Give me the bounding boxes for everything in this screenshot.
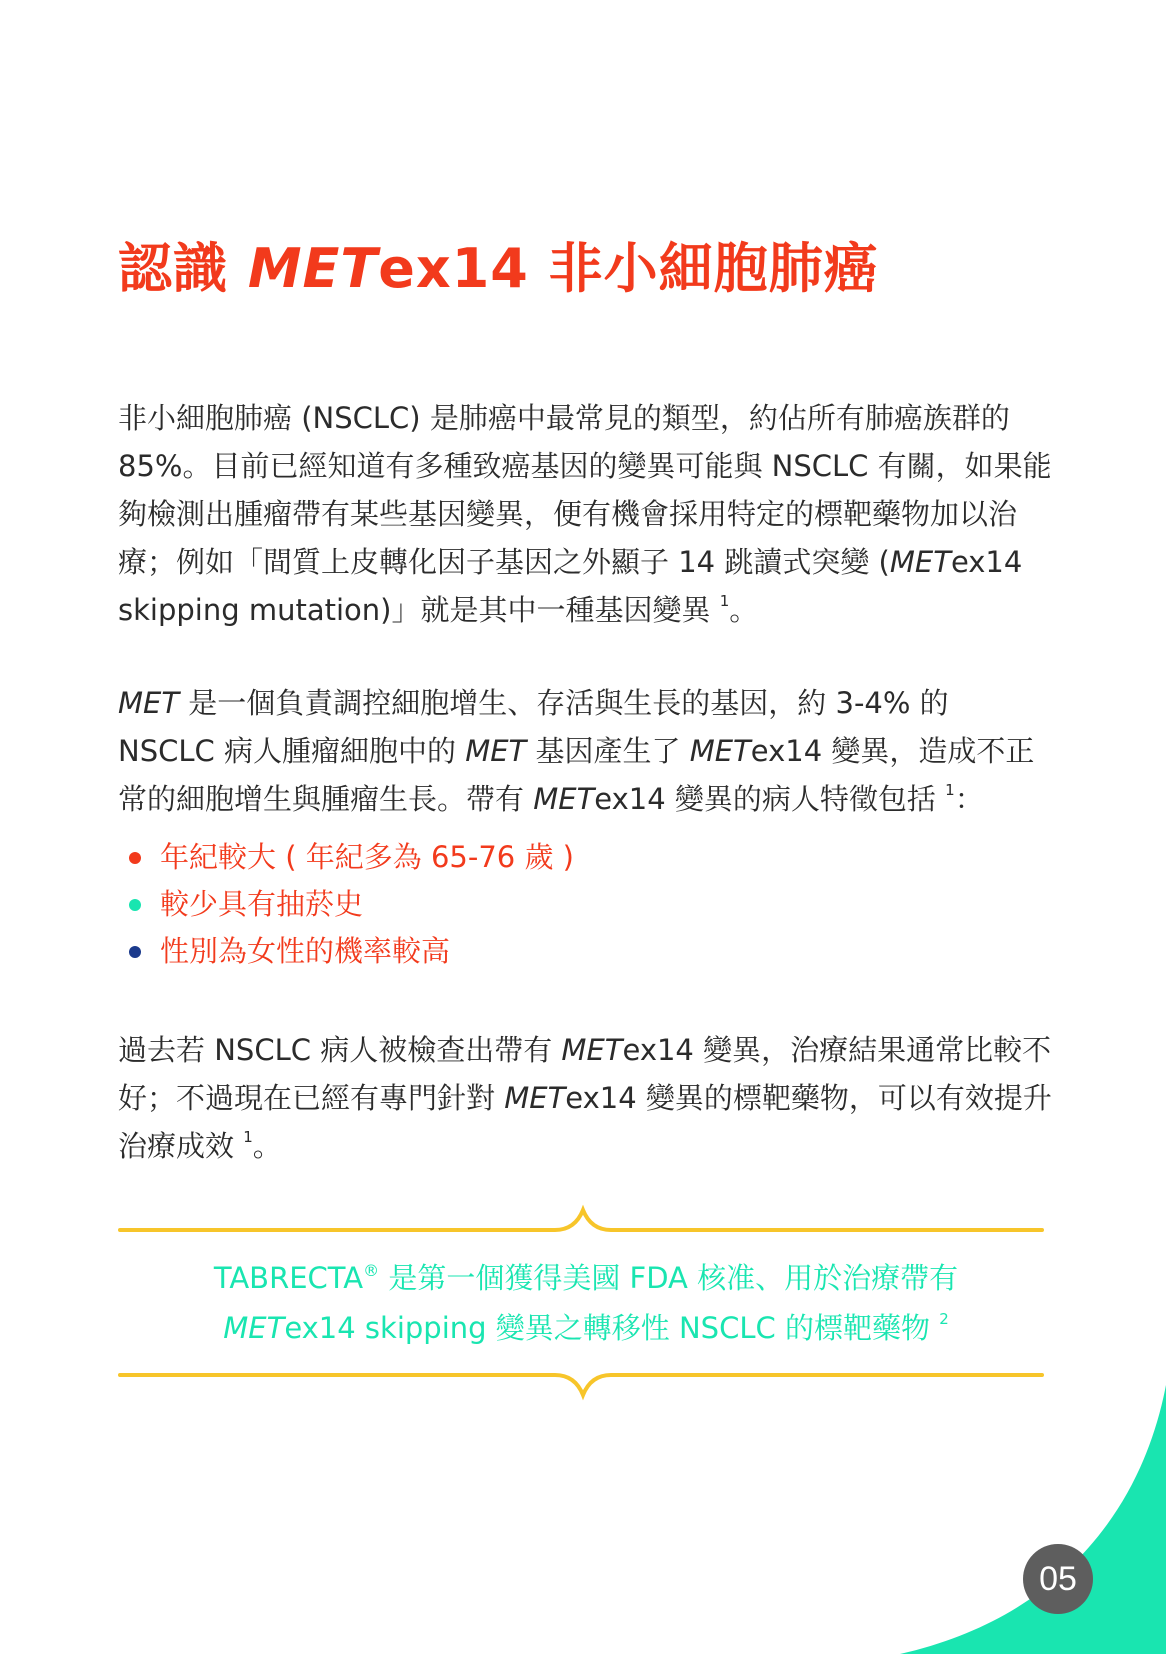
treatment-paragraph: 過去若 NSCLC 病人被檢查出帶有 METex14 變異，治療結果通常比較不好；不過現在已經有專門針對 METex14 變異的標靶藥物，可以有效提升治療成效 $^1$。: [118, 1033, 1052, 1163]
page-number-badge: 05: [1023, 1544, 1093, 1614]
reference-marker: 1: [945, 781, 955, 799]
patient-characteristics-list: [126, 834, 574, 975]
reference-marker: 1: [719, 592, 730, 610]
bullet-dot-icon: [129, 946, 141, 958]
callout-line-2: METex14 skipping 變異之轉移性 NSCLC 的標靶藥物 $^2$: [223, 1310, 949, 1345]
reference-marker: 2: [939, 1310, 949, 1328]
list-item: 較少具有抽菸史: [126, 881, 574, 928]
intro-paragraph: 非小細胞肺癌 (NSCLC) 是肺癌中最常見的類型，約佔所有肺癌族群的 85%。目前已經知道有多種致癌基因的變異可能與 NSCLC 有關，如果能夠檢測出腫瘤帶有某些基因變異，便有機會採用特定的標靶藥物加以治療；例如「間質上皮轉化因子基因之外顯子 14 跳讀式突變 (METex14 skipping mutation)」就是其中一種基因變異 $^1$。: [118, 401, 1052, 627]
reference-marker: 1: [243, 1128, 253, 1146]
bullet-dot-icon: [129, 899, 141, 911]
bullet-dot-icon: [129, 852, 141, 864]
list-item: 年紀較大 ( 年紀多為 65-76 歲 ): [126, 834, 574, 881]
bottom-brace-divider: [120, 1375, 1042, 1395]
met-description-paragraph: MET 是一個負責調控細胞增生、存活與生長的基因，約 3-4% 的 NSCLC 病人腫瘤細胞中的 MET 基因產生了 METex14 變異，造成不正常的細胞增生與腫瘤生長。帶有 METex14 變異的病人特徵包括 $^1$：: [118, 686, 1035, 816]
callout-line-1: TABRECTA® 是第一個獲得美國 FDA 核准、用於治療帶有: [213, 1261, 959, 1295]
list-item: 性別為女性的機率較高: [126, 928, 574, 975]
page-title: 認識 METex14 非小細胞肺癌: [118, 237, 879, 300]
top-brace-divider: [120, 1210, 1042, 1230]
green-corner-wave: [900, 1385, 1166, 1654]
